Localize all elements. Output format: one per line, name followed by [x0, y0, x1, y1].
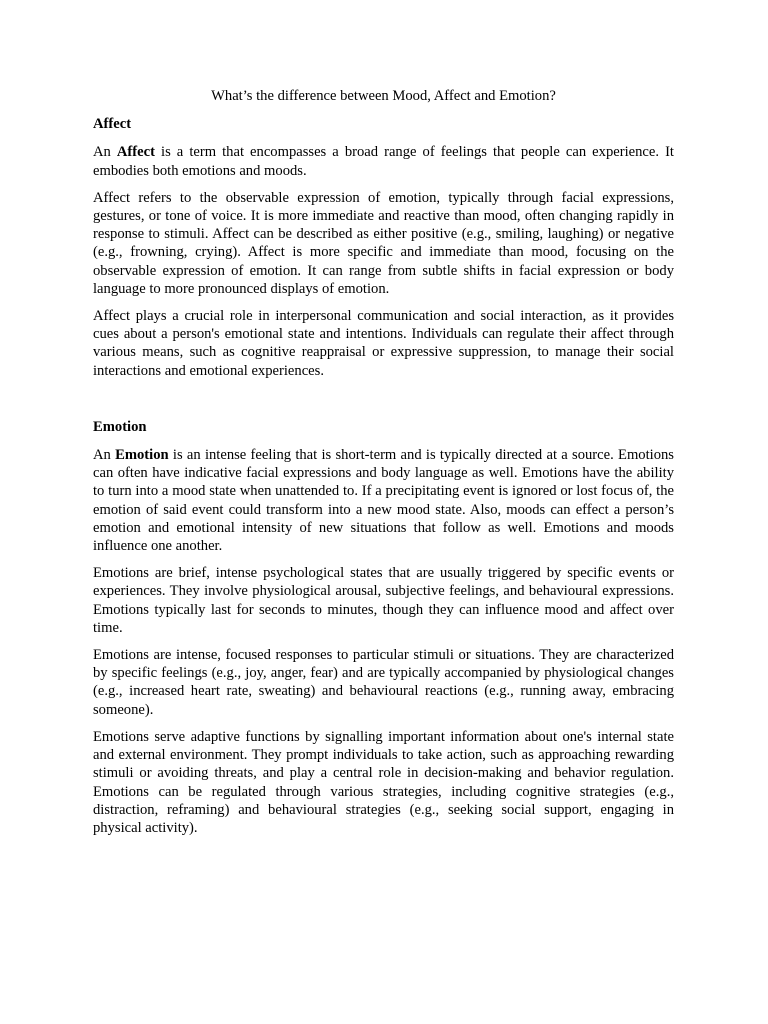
affect-p1-term: Affect [116, 144, 155, 161]
emotion-paragraph-2: Emotions are brief, intense psychological states that are usually triggered by specific events or experiences. They involve physiological arousal, subjective feelings, and behavioural expressions. Emotions typically last for seconds to minutes, though they can influence mood and affect over time. [93, 565, 674, 636]
document-title: What’s the difference between Mood, Affect and Emotion? [211, 88, 556, 104]
section-spacer [93, 389, 674, 418]
emotion-paragraph-1 [93, 446, 674, 555]
affect-p1-lead: An [93, 144, 117, 161]
emotion-p1-rest: is an intense feeling that is short-term and is typically directed at a source. Emotions can often have indicative facial expressions and body language as well. Emotions have the ability to turn into a mood state when unattended to. If a precipitating event is ignored or lost focus of, the emotion of said event could transform into a new mood state. Also, moods can effect a person’s emotion and emotional intensity of new situations that follow as well. Emotions and moods influence one another. [93, 447, 674, 555]
document-page [93, 87, 674, 846]
emotion-paragraph-4: Emotions serve adaptive functions by signalling important information about one's internal state and external environment. They prompt individuals to take action, such as approaching rewarding stimuli or avoiding threats, and play a central role in decision-making and behavior regulation. Emotions can be regulated through various strategies, including cognitive strategies (e.g., distraction, reframing) and behavioural strategies (e.g., seeking social support, engaging in physical activity). [93, 728, 674, 836]
emotion-p1-term: Emotion [115, 447, 169, 464]
section-heading-emotion: Emotion [93, 418, 147, 435]
affect-paragraph-1 [93, 143, 674, 179]
affect-paragraph-2: Affect refers to the observable expression of emotion, typically through facial expressions, gestures, or tone of voice. It is more immediate and reactive than mood, often changing rapidly in response to stimuli. Affect can be described as either positive (e.g., smiling, laughing) or negative (e.g., frowning, crying). Affect is more specific and immediate than mood, focusing on the observable expression of emotion. It can range from subtle shifts in facial expression or body language to more pronounced displays of emotion. [93, 189, 674, 297]
emotion-p1-lead: An [93, 447, 116, 464]
affect-paragraph-3: Affect plays a crucial role in interpersonal communication and social interaction, as it provides cues about a person's emotional state and intentions. Individuals can regulate their affect through various means, such as cognitive reappraisal or expressive suppression, to manage their social interactions and emotional experiences. [93, 308, 674, 379]
emotion-paragraph-3: Emotions are intense, focused responses to particular stimuli or situations. They are characterized by specific feelings (e.g., joy, anger, fear) and are typically accompanied by physiological changes (e.g., increased heart rate, sweating) and behavioural reactions (e.g., running away, embracing someone). [93, 647, 674, 718]
section-heading-affect: Affect [93, 116, 132, 133]
affect-p1-rest: is a term that encompasses a broad range of feelings that people can experience. It embodies both emotions and moods. [93, 144, 674, 179]
